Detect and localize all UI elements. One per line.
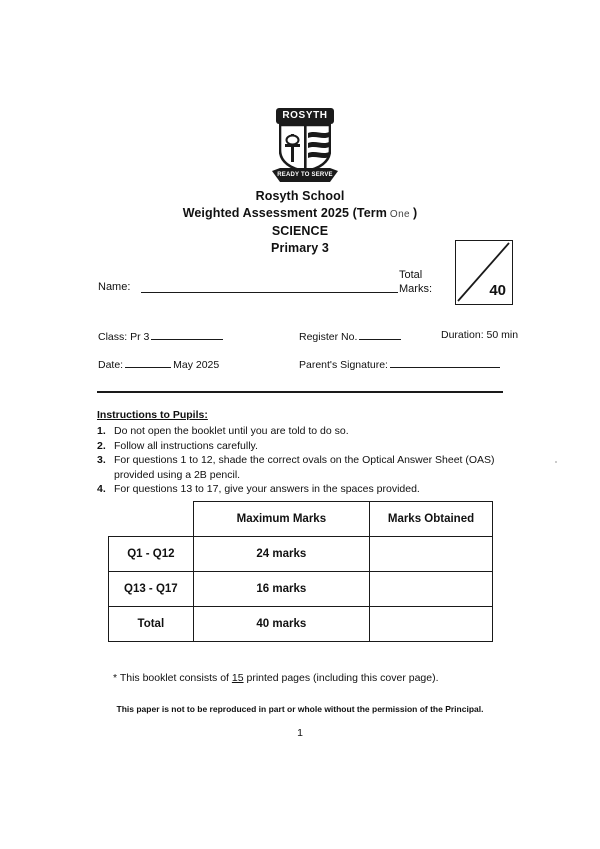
total-marks-value: 40 <box>489 282 506 299</box>
instructions-heading: Instructions to Pupils: <box>97 409 208 421</box>
crest-shield-icon <box>279 124 331 172</box>
subject-name: SCIENCE <box>271 224 329 238</box>
assessment-title-close: ) <box>413 205 418 220</box>
booklet-page-note <box>113 672 439 684</box>
date-label: Date: <box>98 359 124 371</box>
crest-motto-text: READY TO SERVE <box>277 172 333 178</box>
page-number: 1 <box>297 727 303 739</box>
row-obtained[interactable] <box>370 607 493 642</box>
booklet-page-count: 15 <box>231 672 244 684</box>
crest-name-banner: ROSYTH <box>276 108 334 124</box>
row-obtained[interactable] <box>370 537 493 572</box>
school-crest-logo <box>272 108 338 186</box>
total-marks-label-line2: Marks: <box>399 283 432 295</box>
assessment-title <box>0 205 600 224</box>
name-label: Name: <box>98 281 131 293</box>
date-month-year: May 2025 <box>173 359 220 371</box>
parent-signature-field <box>299 357 502 371</box>
row-range: Q13 - Q17 <box>109 572 194 607</box>
parent-signature-input-line[interactable] <box>390 357 500 368</box>
scan-artifact-speck <box>555 461 557 463</box>
booklet-note-suffix: printed pages (including this cover page). <box>243 672 439 684</box>
table-row <box>109 537 493 572</box>
date-field <box>98 357 219 371</box>
instruction-item <box>97 424 517 438</box>
class-label: Class: <box>98 331 128 343</box>
instruction-number: 1. <box>97 425 106 438</box>
instruction-item <box>97 439 517 453</box>
instructions-section <box>97 408 517 496</box>
class-input-line[interactable] <box>151 329 223 340</box>
instruction-item <box>97 482 517 496</box>
crest-motto-banner <box>272 168 338 183</box>
copyright-notice: This paper is not to be reproduced in part or whole without the permission of the Principal. <box>116 704 484 714</box>
table-header-row <box>109 502 493 537</box>
class-field <box>98 329 225 343</box>
total-marks-label-line1: Total <box>399 269 423 281</box>
class-value: Pr 3 <box>130 331 150 343</box>
row-range: Total <box>109 607 194 642</box>
header-divider <box>97 391 503 393</box>
instruction-number: 2. <box>97 439 106 452</box>
table-header-marks-obtained: Marks Obtained <box>370 502 493 537</box>
row-maximum: 24 marks <box>193 537 369 572</box>
school-name: Rosyth School <box>255 189 345 203</box>
table-row <box>109 607 493 642</box>
assessment-title-text: Weighted Assessment 2025 (Term <box>182 205 387 220</box>
table-header-maximum-marks: Maximum Marks <box>193 502 369 537</box>
term-value: One <box>389 208 411 220</box>
row-maximum: 16 marks <box>193 572 369 607</box>
row-range: Q1 - Q12 <box>109 537 194 572</box>
booklet-note-prefix: * This booklet consists of <box>113 672 232 684</box>
instruction-text: Do not open the booklet until you are told to do so. <box>114 425 349 438</box>
table-header-blank <box>109 502 194 537</box>
instruction-item <box>97 453 517 482</box>
instruction-text: For questions 1 to 12, shade the correct ovals on the Optical Answer Sheet (OAS) provided using a 2B pencil. <box>114 454 495 481</box>
duration-label: Duration: 50 min <box>441 329 519 341</box>
parent-signature-label: Parent's Signature: <box>299 359 388 371</box>
instruction-number: 4. <box>97 483 106 496</box>
marks-summary-table <box>108 501 493 642</box>
level-name: Primary 3 <box>271 240 329 255</box>
row-maximum: 40 marks <box>193 607 369 642</box>
register-label: Register No. <box>299 331 358 343</box>
instruction-text: For questions 13 to 17, give your answers in the spaces provided. <box>114 483 420 496</box>
instruction-text: Follow all instructions carefully. <box>114 439 258 452</box>
row-obtained[interactable] <box>370 572 493 607</box>
total-marks-label <box>399 268 432 296</box>
register-number-field <box>299 329 403 343</box>
table-row <box>109 572 493 607</box>
date-input-line[interactable] <box>125 357 171 368</box>
name-field-row <box>98 281 398 293</box>
register-input-line[interactable] <box>359 329 401 340</box>
name-input-line[interactable] <box>141 281 398 293</box>
total-marks-box <box>455 240 513 305</box>
instruction-number: 3. <box>97 454 106 467</box>
